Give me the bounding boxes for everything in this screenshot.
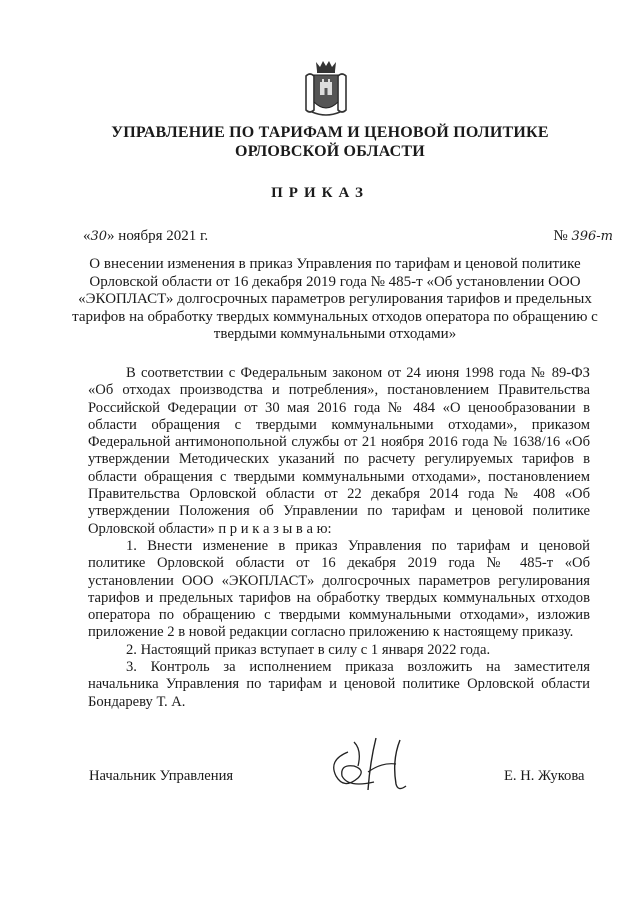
signatory-position: Начальник Управления — [89, 768, 234, 784]
date-open-quote: « — [83, 228, 91, 244]
document-subject: О внесении изменения в приказ Управления по тарифам и ценовой политике Орловской области от 16 декабря 2019 года № 485-т «Об установлении ООО «ЭКОПЛАСТ» долгосрочных параметров регулирования тарифов и предельных тарифов на обработку твердых коммунальных отходов оператора по обращению с твердыми коммунальными отходами» — [72, 256, 598, 342]
order-item-1: 1. Внести изменение в приказ Управления по тарифам и ценовой политике Орловской области от 16 декабря 2019 года № 485-т «Об установлении ООО «ЭКОПЛАСТ» долгосрочных параметров регулирования тарифов и предельных тарифов на обработку твердых коммунальных отходов оператора по обращению с твердыми коммунальными отходами», изложив приложение 2 в новой редакции согласно приложению к настоящему приказу. — [88, 537, 590, 641]
number-prefix: № — [553, 228, 568, 244]
handwritten-signature — [318, 732, 414, 796]
signatory-name: Е. Н. Жукова — [504, 768, 585, 784]
document-body — [88, 365, 590, 711]
document-type: ПРИКАЗ — [271, 185, 369, 201]
document-number — [553, 228, 613, 245]
org-name-line2: ОРЛОВСКОЙ ОБЛАСТИ — [235, 143, 425, 160]
number-handwritten: 396-т — [571, 229, 613, 244]
org-name-line1: УПРАВЛЕНИЕ ПО ТАРИФАМ И ЦЕНОВОЙ ПОЛИТИКЕ — [111, 124, 549, 141]
coat-of-arms-icon — [302, 58, 350, 118]
date-rest: » ноября 2021 г. — [107, 228, 209, 244]
order-item-2: 2. Настоящий приказ вступает в силу с 1 января 2022 года. — [126, 641, 491, 658]
preamble-paragraph: В соответствии с Федеральным законом от 24 июня 1998 года № 89-ФЗ «Об отходах производства и потребления», постановлением Правительства Российской Федерации от 30 мая 2016 года № 484 «О ценообразовании в области обращения с твердыми коммунальными отходами», приказом Федеральной антимонопольной службы от 21 ноября 2016 года № 1638/16 «Об утверждении Методических указаний по расчету регулируемых тарифов в области обращения с твердыми коммунальными отходами», постановлением Правительства Орловской области от 22 декабря 2014 года № 408 «Об утверждении Положения об Управлении по тарифам и ценовой политике Орловской области» п р и к а з ы в а ю: — [88, 365, 590, 537]
date-day-handwritten: 30 — [90, 229, 108, 244]
order-item-3: 3. Контроль за исполнением приказа возложить на заместителя начальника Управления по тарифам и ценовой политике Орловской области Бондареву Т. А. — [88, 659, 590, 710]
document-date — [83, 228, 208, 245]
